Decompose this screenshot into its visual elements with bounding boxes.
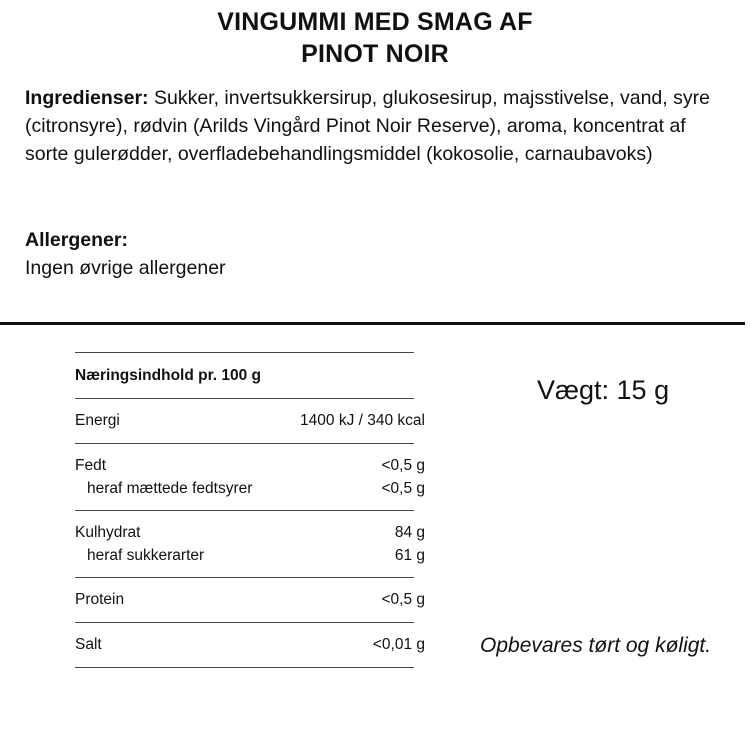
ingredients-block — [25, 84, 730, 168]
nutrition-heading-text: Næringsindhold pr. 100 g — [75, 367, 262, 384]
salt-value: <0,01 g — [372, 636, 425, 653]
allergens-block — [25, 226, 725, 282]
nutrition-row-saturated — [75, 477, 425, 500]
nutrition-row-sugars — [75, 544, 425, 567]
carbs-label: Kulhydrat — [75, 524, 141, 541]
product-title — [0, 6, 750, 70]
product-title-line-2: PINOT NOIR — [301, 40, 449, 68]
sugars-label: heraf sukkerarter — [87, 547, 205, 564]
nutrition-row-fat — [75, 454, 425, 477]
saturated-value: <0,5 g — [381, 480, 425, 497]
ingredients-text: Sukker, invertsukkersirup, glukosesirup, majsstivelse, vand, syre (citronsyre), rødvin (Arilds Vingård Pinot Noir Reserve), aroma, koncentrat af sorte gulerødder, overfladebehandlingsmiddel (kokosolie, carnaubavoks) — [25, 87, 710, 165]
product-title-line-1: VINGUMMI MED SMAG AF — [217, 8, 533, 36]
fat-label: Fedt — [75, 457, 107, 474]
fat-value: <0,5 g — [381, 457, 425, 474]
allergens-label: Allergener: — [25, 229, 128, 251]
nutrition-row-carbs — [75, 521, 425, 544]
nutrition-row-energy — [75, 399, 425, 443]
nutrition-table — [75, 352, 425, 668]
salt-label: Salt — [75, 636, 102, 653]
nutrition-row-salt — [75, 623, 425, 667]
sugars-value: 61 g — [394, 547, 425, 564]
nutrition-group-fat — [75, 444, 425, 510]
nutrition-row-protein — [75, 578, 425, 622]
allergens-text: Ingen øvrige allergener — [25, 257, 226, 279]
protein-label: Protein — [75, 591, 125, 608]
saturated-label: heraf mættede fedtsyrer — [87, 480, 253, 497]
net-weight: Vægt: 15 g — [537, 375, 670, 405]
nutrition-group-carbs — [75, 511, 425, 577]
energy-label: Energi — [75, 412, 120, 429]
protein-value: <0,5 g — [381, 591, 425, 608]
carbs-value: 84 g — [394, 524, 425, 541]
section-divider — [0, 322, 745, 325]
ingredients-label: Ingredienser: — [25, 87, 149, 109]
table-rule — [75, 667, 414, 668]
energy-value: 1400 kJ / 340 kcal — [300, 412, 425, 429]
storage-instructions: Opbevares tørt og køligt. — [480, 634, 712, 657]
nutrition-heading — [75, 353, 425, 398]
